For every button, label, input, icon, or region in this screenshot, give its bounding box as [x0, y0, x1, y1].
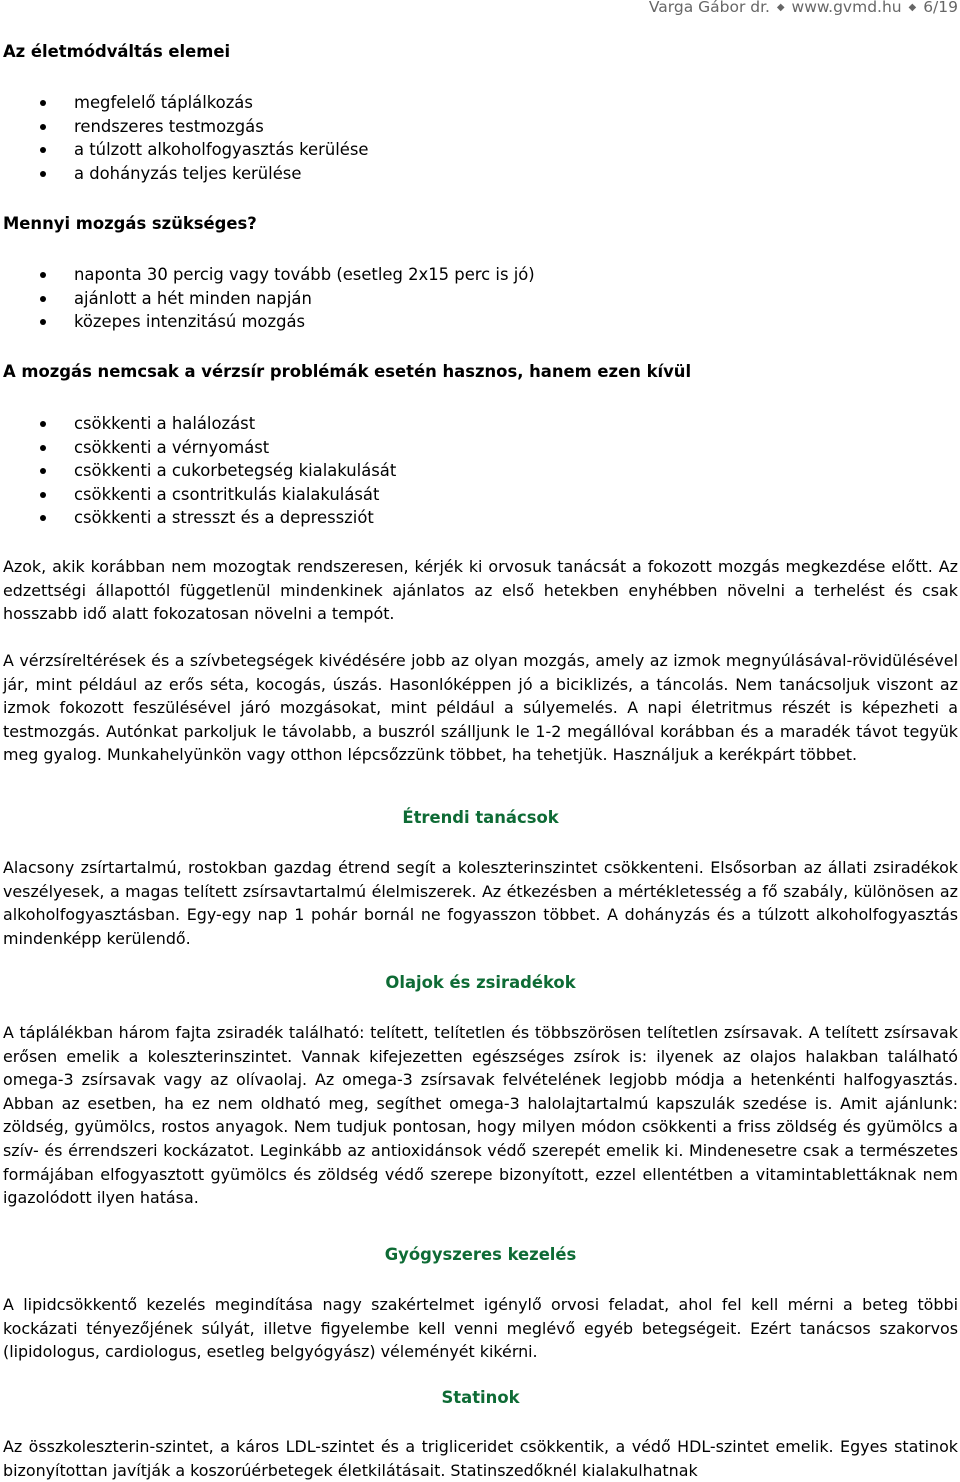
list-item: naponta 30 percig vagy tovább (esetleg 2x15 perc is jó) — [3, 263, 535, 287]
list-item: csökkenti a vérnyomást — [3, 436, 396, 460]
page-header — [649, 0, 958, 20]
lifestyle-list — [3, 91, 369, 185]
bullet-icon — [40, 515, 46, 521]
section-title-statins: Statinok — [441, 1388, 520, 1407]
exercise-benefits-list — [3, 412, 396, 530]
bullet-icon — [40, 100, 46, 106]
list-item: közepes intenzitású mozgás — [3, 310, 535, 334]
heading-exercise-benefits: A mozgás nemcsak a vérzsír problémák esetén hasznos, hanem ezen kívül — [3, 362, 692, 381]
list-item: megfelelő táplálkozás — [3, 91, 369, 115]
section-title-drug: Gyógyszeres kezelés — [384, 1245, 577, 1264]
paragraph-exercise-types: A vérzsíreltérések és a szívbetegségek kivédésére jobb az olyan mozgás, amely az izmok megnyúlásával-rövidülésével jár, mint például az erős séta, kocogás, úszás. Hasonlóképpen jó a biciklizés, a táncolás. Nem tanácsoljuk viszont az izmok fokozott feszülésével járó mozgásokat, mint például a súlyemelés. A napi életritmus részét is képezheti a testmozgás. Autónkat parkoljuk le távolabb, a buszról szálljunk le 1-2 megállóval korábban és a maradék távot tegyük meg gyalog. Munkahelyünkön vagy otthon lépcsőzzünk többet, ha tehetjük. Használjuk a kerékpárt többet. — [3, 651, 958, 765]
list-item: csökkenti a cukorbetegség kialakulását — [3, 459, 396, 483]
bullet-icon — [40, 421, 46, 427]
diamond-icon: ◆ — [908, 2, 917, 13]
paragraph-oils: A táplálékban három fajta zsiradék található: telített, telítetlen és többszörösen telítetlen zsírsavak. A telített zsírsavak erősen emelik a koleszterinszintet. Vannak kifejezetten egészséges zsírok is: ilyenek az olajos halakban található omega-3 zsírsavak vagy az olívaolaj. Az omega-3 zsírsavak felvételének legjobb módja a hetenkénti halfogyasztás. Abban az esetben, ha ez nem oldható meg, segíthet omega-3 halolajtartalmú kapszulák szedése is. Amit ajánlunk: zöldség, gyümölcs, rostos anyagok. Nem tudjuk pontosan, hogy milyen módon csökkenti a friss zöldség és gyümölcs a szív- és érrendszeri kockázatot. Leginkább az antioxidánsok védő szerepét emelik ki. Mindenesetre csak a természetes formájában elfogyasztott gyümölcs és zöldség védő szerepe bizonyított, ezzel ellentétben a vitamintablettáknak nem igazolódott ilyen hatása. — [3, 1023, 958, 1208]
bullet-icon — [40, 147, 46, 153]
bullet-icon — [40, 492, 46, 498]
bullet-icon — [40, 445, 46, 451]
exercise-amount-list — [3, 263, 535, 334]
section-title-oils: Olajok és zsiradékok — [385, 973, 576, 992]
paragraph-drug: A lipidcsökkentő kezelés megindítása nagy szakértelmet igénylő orvosi feladat, ahol fel kell mérni a beteg többi kockázati tényezőjének súlyát, illetve figyelembe kell venni meglévő egyéb betegségeit. Ezért tanácsos szakorvos (lipidologus, cardiologus, esetleg belgyógyász) véleményét kikérni. — [3, 1295, 958, 1362]
header-page-number: 6/19 — [923, 0, 958, 16]
heading-lifestyle: Az életmódváltás elemei — [3, 42, 231, 61]
list-item: a túlzott alkoholfogyasztás kerülése — [3, 138, 369, 162]
paragraph-statins: Az összkoleszterin-szintet, a káros LDL-szintet és a trigliceridet csökkentik, a védő HDL-szintet emelik. Egyes statinok bizonyítottan javítják a koszorúérbetegek életkilátásait. Statinszedőknél kialakulhatnak — [3, 1437, 958, 1480]
heading-exercise-amount: Mennyi mozgás szükséges? — [3, 214, 257, 233]
bullet-icon — [40, 296, 46, 302]
bullet-icon — [40, 272, 46, 278]
paragraph-diet: Alacsony zsírtartalmú, rostokban gazdag étrend segít a koleszterinszintet csökkenteni. Elsősorban az állati zsiradékok veszélyesek, a magas telített zsírsavtartalmú élelmiszerek. Az étkezésben a mértékletesség a fő szabály, különösen az alkoholfogyasztásban. Egy-egy nap 1 pohár bornál ne fogyasszon többet. A dohányzás és a túlzott alkoholfogyasztás mindenképp kerülendő. — [3, 858, 958, 948]
list-item: csökkenti a halálozást — [3, 412, 396, 436]
paragraph-exercise-advice: Azok, akik korábban nem mozogtak rendszeresen, kérjék ki orvosuk tanácsát a fokozott mozgás megkezdése előtt. Az edzettségi állapottól függetlenül mindenkinek ajánlatos az első hetekben enyhébben növelni a terhelést és csak hosszabb idő alatt fokozatosan növelni a tempót. — [3, 557, 958, 624]
header-author: Varga Gábor dr. — [648, 0, 770, 16]
list-item: csökkenti a stresszt és a depressziót — [3, 506, 396, 530]
diamond-icon: ◆ — [776, 2, 785, 13]
bullet-icon — [40, 171, 46, 177]
list-item: ajánlott a hét minden napján — [3, 287, 535, 311]
list-item: rendszeres testmozgás — [3, 115, 369, 139]
header-site: www.gvmd.hu — [791, 0, 902, 16]
bullet-icon — [40, 468, 46, 474]
bullet-icon — [40, 319, 46, 325]
list-item: csökkenti a csontritkulás kialakulását — [3, 483, 396, 507]
bullet-icon — [40, 124, 46, 130]
section-title-diet: Étrendi tanácsok — [402, 808, 559, 827]
list-item: a dohányzás teljes kerülése — [3, 162, 369, 186]
